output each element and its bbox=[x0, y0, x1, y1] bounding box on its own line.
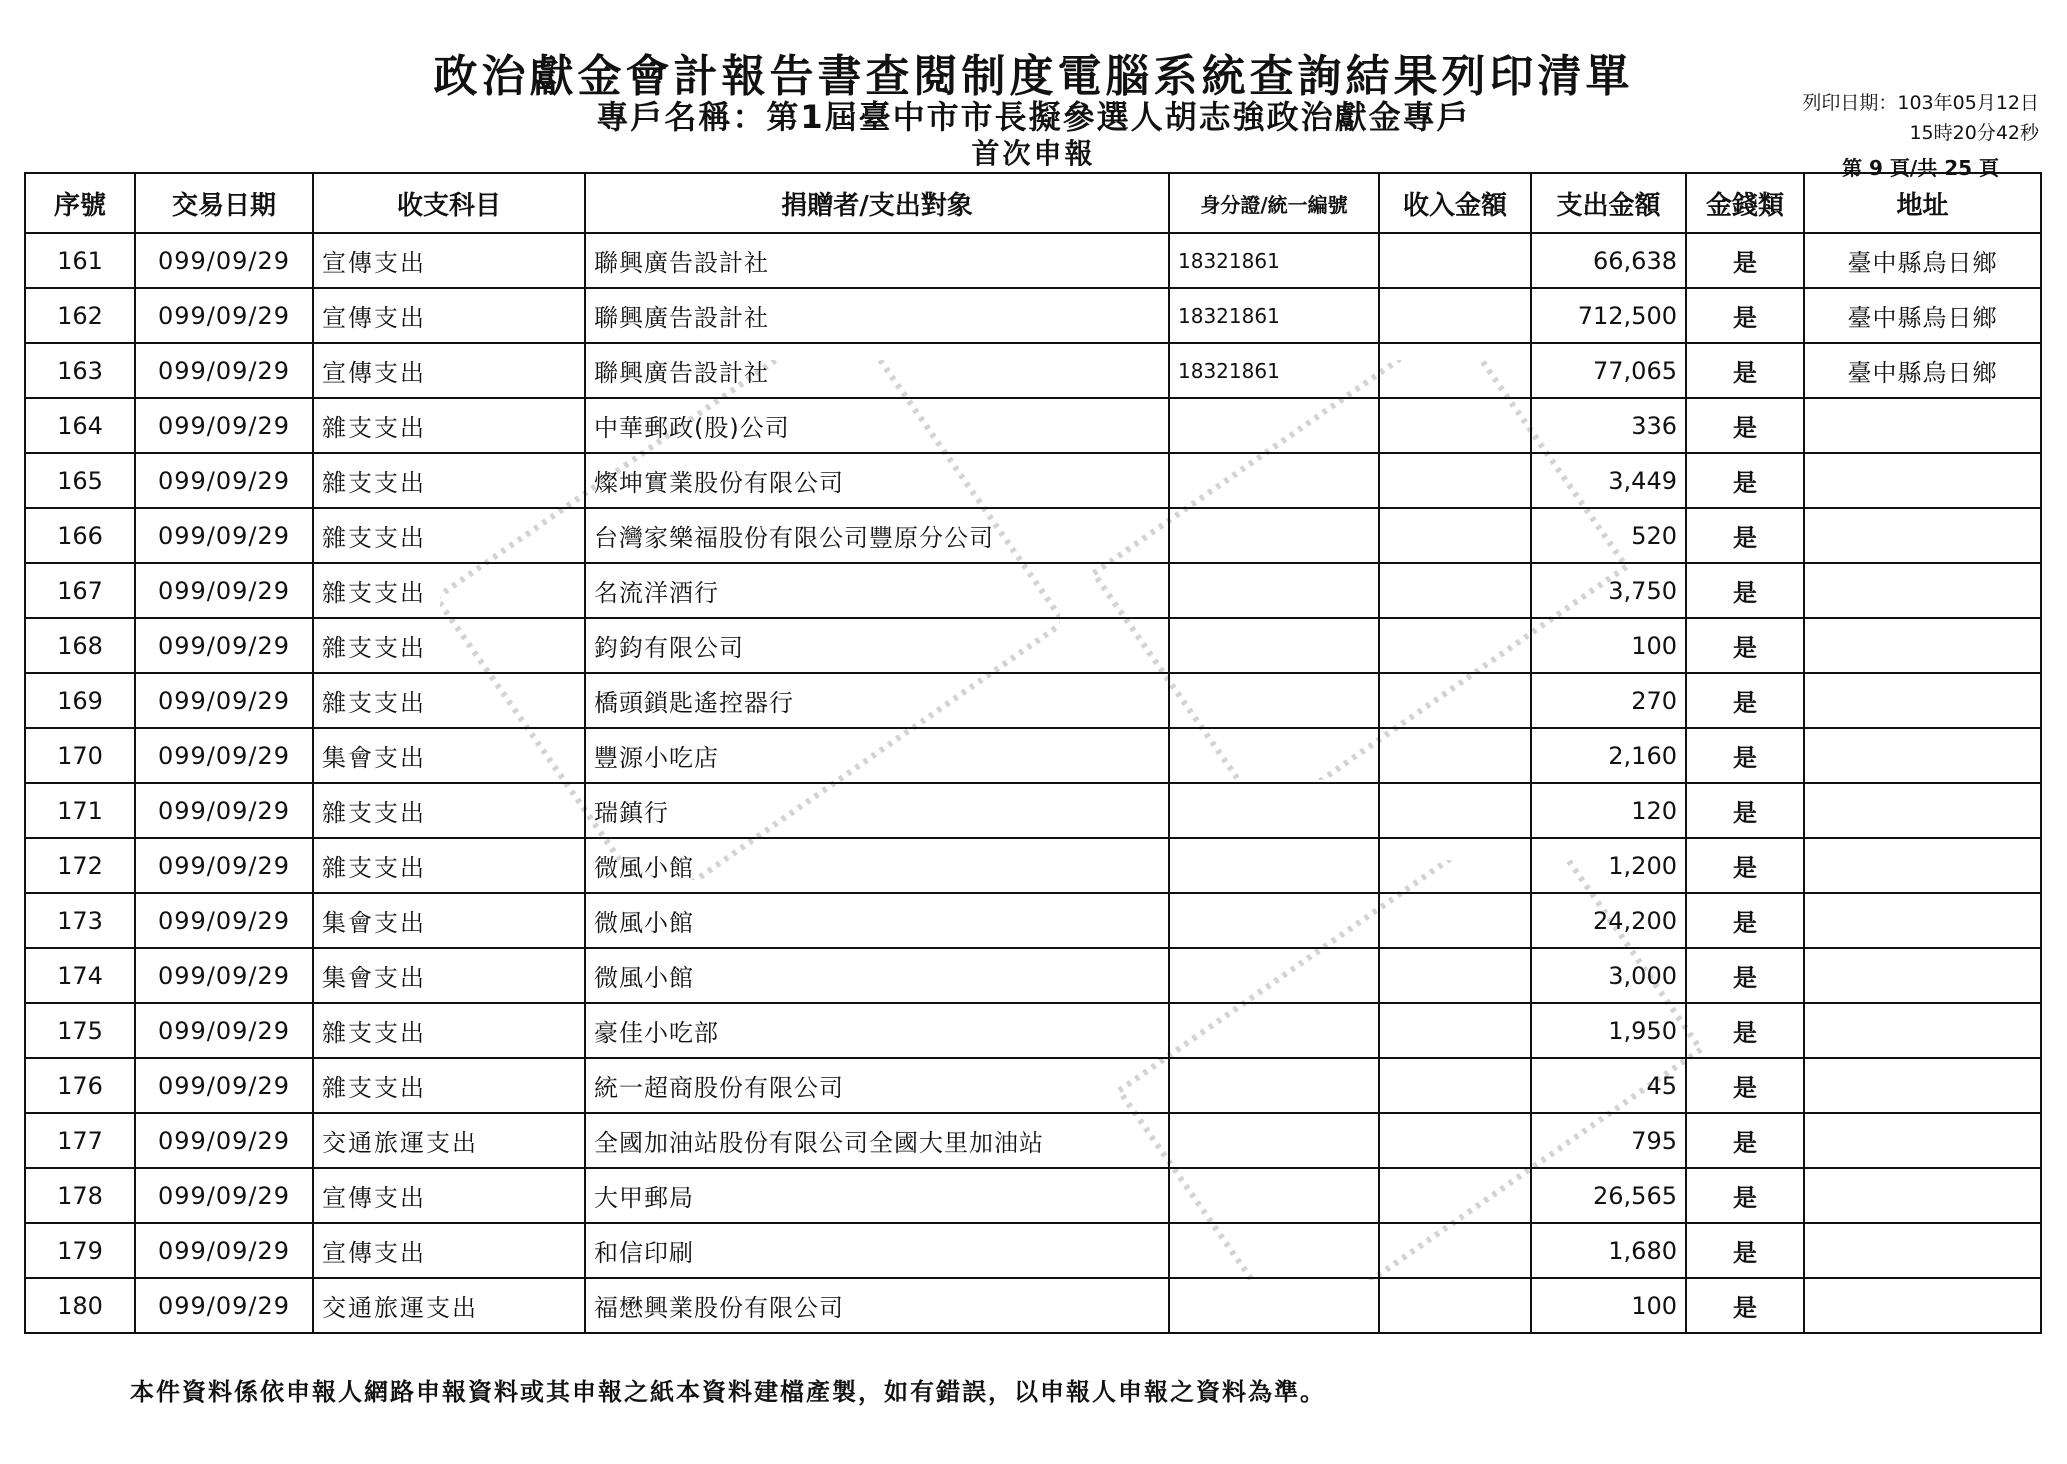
cell-income bbox=[1379, 1003, 1531, 1058]
cell-category: 雜支支出 bbox=[313, 783, 585, 838]
cell-monetary: 是 bbox=[1686, 453, 1804, 508]
cell-category: 宣傳支出 bbox=[313, 1168, 585, 1223]
cell-address: 臺中縣烏日鄉 bbox=[1804, 288, 2041, 343]
cell-date: 099/09/29 bbox=[135, 618, 313, 673]
cell-expense: 270 bbox=[1531, 673, 1686, 728]
cell-address bbox=[1804, 508, 2041, 563]
cell-address bbox=[1804, 673, 2041, 728]
table-row bbox=[25, 618, 2041, 673]
cell-category: 宣傳支出 bbox=[313, 343, 585, 398]
cell-monetary: 是 bbox=[1686, 838, 1804, 893]
cell-party: 微風小館 bbox=[585, 948, 1169, 1003]
cell-id bbox=[1169, 398, 1379, 453]
cell-date: 099/09/29 bbox=[135, 948, 313, 1003]
table-row bbox=[25, 398, 2041, 453]
cell-date: 099/09/29 bbox=[135, 673, 313, 728]
table-row bbox=[25, 1278, 2041, 1333]
cell-seq: 162 bbox=[25, 288, 135, 343]
cell-id: 18321861 bbox=[1169, 233, 1379, 288]
cell-seq: 175 bbox=[25, 1003, 135, 1058]
cell-address bbox=[1804, 783, 2041, 838]
cell-category: 雜支支出 bbox=[313, 1058, 585, 1113]
cell-address bbox=[1804, 1058, 2041, 1113]
footer-note: 本件資料係依申報人網路申報資料或其申報之紙本資料建檔產製，如有錯誤，以申報人申報之資料為準。 bbox=[130, 1378, 1326, 1406]
header-row bbox=[25, 173, 2041, 233]
cell-category: 雜支支出 bbox=[313, 673, 585, 728]
cell-date: 099/09/29 bbox=[135, 508, 313, 563]
table-row bbox=[25, 288, 2041, 343]
col-header-date: 交易日期 bbox=[135, 173, 313, 233]
cell-party: 中華郵政(股)公司 bbox=[585, 398, 1169, 453]
cell-id bbox=[1169, 948, 1379, 1003]
cell-address bbox=[1804, 1003, 2041, 1058]
table-row bbox=[25, 1003, 2041, 1058]
cell-party: 微風小館 bbox=[585, 838, 1169, 893]
cell-id bbox=[1169, 893, 1379, 948]
cell-address bbox=[1804, 398, 2041, 453]
cell-monetary: 是 bbox=[1686, 1278, 1804, 1333]
col-header-address: 地址 bbox=[1804, 173, 2041, 233]
cell-date: 099/09/29 bbox=[135, 1058, 313, 1113]
cell-income bbox=[1379, 563, 1531, 618]
cell-address bbox=[1804, 1113, 2041, 1168]
cell-category: 宣傳支出 bbox=[313, 288, 585, 343]
cell-expense: 520 bbox=[1531, 508, 1686, 563]
cell-category: 宣傳支出 bbox=[313, 1223, 585, 1278]
cell-monetary: 是 bbox=[1686, 1113, 1804, 1168]
cell-monetary: 是 bbox=[1686, 1003, 1804, 1058]
cell-id bbox=[1169, 618, 1379, 673]
cell-seq: 177 bbox=[25, 1113, 135, 1168]
cell-seq: 161 bbox=[25, 233, 135, 288]
cell-monetary: 是 bbox=[1686, 728, 1804, 783]
cell-category: 交通旅運支出 bbox=[313, 1113, 585, 1168]
cell-party: 全國加油站股份有限公司全國大里加油站 bbox=[585, 1113, 1169, 1168]
cell-address bbox=[1804, 1168, 2041, 1223]
cell-address bbox=[1804, 893, 2041, 948]
cell-seq: 179 bbox=[25, 1223, 135, 1278]
cell-expense: 795 bbox=[1531, 1113, 1686, 1168]
cell-expense: 100 bbox=[1531, 618, 1686, 673]
cell-category: 宣傳支出 bbox=[313, 233, 585, 288]
cell-monetary: 是 bbox=[1686, 233, 1804, 288]
cell-address bbox=[1804, 1223, 2041, 1278]
cell-category: 集會支出 bbox=[313, 728, 585, 783]
cell-id bbox=[1169, 453, 1379, 508]
cell-date: 099/09/29 bbox=[135, 893, 313, 948]
cell-income bbox=[1379, 618, 1531, 673]
cell-party: 聯興廣告設計社 bbox=[585, 288, 1169, 343]
cell-expense: 66,638 bbox=[1531, 233, 1686, 288]
table-row bbox=[25, 1058, 2041, 1113]
cell-party: 福懋興業股份有限公司 bbox=[585, 1278, 1169, 1333]
cell-seq: 170 bbox=[25, 728, 135, 783]
table-row bbox=[25, 563, 2041, 618]
cell-party: 瑞鎮行 bbox=[585, 783, 1169, 838]
cell-expense: 712,500 bbox=[1531, 288, 1686, 343]
table-row bbox=[25, 1168, 2041, 1223]
cell-seq: 180 bbox=[25, 1278, 135, 1333]
cell-expense: 100 bbox=[1531, 1278, 1686, 1333]
cell-seq: 178 bbox=[25, 1168, 135, 1223]
cell-seq: 167 bbox=[25, 563, 135, 618]
cell-id bbox=[1169, 1058, 1379, 1113]
cell-address bbox=[1804, 618, 2041, 673]
cell-expense: 1,200 bbox=[1531, 838, 1686, 893]
cell-address: 臺中縣烏日鄉 bbox=[1804, 343, 2041, 398]
cell-party: 鈞鈞有限公司 bbox=[585, 618, 1169, 673]
cell-id bbox=[1169, 1278, 1379, 1333]
cell-party: 聯興廣告設計社 bbox=[585, 343, 1169, 398]
cell-income bbox=[1379, 948, 1531, 1003]
col-header-party: 捐贈者/支出對象 bbox=[585, 173, 1169, 233]
report-type: 首次申報 bbox=[971, 137, 1096, 170]
cell-id bbox=[1169, 563, 1379, 618]
table-row bbox=[25, 893, 2041, 948]
cell-seq: 171 bbox=[25, 783, 135, 838]
cell-party: 燦坤實業股份有限公司 bbox=[585, 453, 1169, 508]
cell-monetary: 是 bbox=[1686, 893, 1804, 948]
ledger-table bbox=[24, 172, 2042, 1334]
cell-monetary: 是 bbox=[1686, 1168, 1804, 1223]
table-row bbox=[25, 783, 2041, 838]
cell-id: 18321861 bbox=[1169, 288, 1379, 343]
cell-income bbox=[1379, 1223, 1531, 1278]
cell-id bbox=[1169, 508, 1379, 563]
cell-monetary: 是 bbox=[1686, 1223, 1804, 1278]
cell-income bbox=[1379, 673, 1531, 728]
cell-party: 橋頭鎖匙遙控器行 bbox=[585, 673, 1169, 728]
cell-category: 雜支支出 bbox=[313, 1003, 585, 1058]
col-header-seq: 序號 bbox=[25, 173, 135, 233]
cell-date: 099/09/29 bbox=[135, 233, 313, 288]
cell-id bbox=[1169, 783, 1379, 838]
cell-party: 台灣家樂福股份有限公司豐原分公司 bbox=[585, 508, 1169, 563]
cell-monetary: 是 bbox=[1686, 508, 1804, 563]
cell-income bbox=[1379, 1058, 1531, 1113]
cell-category: 雜支支出 bbox=[313, 838, 585, 893]
cell-party: 名流洋酒行 bbox=[585, 563, 1169, 618]
cell-monetary: 是 bbox=[1686, 1058, 1804, 1113]
cell-id bbox=[1169, 1003, 1379, 1058]
cell-expense: 3,449 bbox=[1531, 453, 1686, 508]
print-date: 列印日期：103年05月12日 bbox=[1802, 92, 2039, 114]
print-time: 15時20分42秒 bbox=[1909, 122, 2039, 144]
cell-category: 雜支支出 bbox=[313, 618, 585, 673]
cell-date: 099/09/29 bbox=[135, 1278, 313, 1333]
table-row bbox=[25, 233, 2041, 288]
table-row bbox=[25, 508, 2041, 563]
cell-seq: 166 bbox=[25, 508, 135, 563]
cell-category: 雜支支出 bbox=[313, 563, 585, 618]
cell-id bbox=[1169, 1223, 1379, 1278]
cell-expense: 1,680 bbox=[1531, 1223, 1686, 1278]
cell-id bbox=[1169, 838, 1379, 893]
cell-expense: 3,750 bbox=[1531, 563, 1686, 618]
cell-category: 雜支支出 bbox=[313, 453, 585, 508]
cell-seq: 169 bbox=[25, 673, 135, 728]
cell-address bbox=[1804, 563, 2041, 618]
cell-income bbox=[1379, 343, 1531, 398]
cell-date: 099/09/29 bbox=[135, 1113, 313, 1168]
table-row bbox=[25, 1113, 2041, 1168]
cell-income bbox=[1379, 1278, 1531, 1333]
cell-date: 099/09/29 bbox=[135, 563, 313, 618]
cell-income bbox=[1379, 838, 1531, 893]
cell-address bbox=[1804, 453, 2041, 508]
cell-id: 18321861 bbox=[1169, 343, 1379, 398]
cell-expense: 45 bbox=[1531, 1058, 1686, 1113]
cell-monetary: 是 bbox=[1686, 673, 1804, 728]
cell-date: 099/09/29 bbox=[135, 398, 313, 453]
cell-monetary: 是 bbox=[1686, 618, 1804, 673]
cell-monetary: 是 bbox=[1686, 343, 1804, 398]
cell-seq: 164 bbox=[25, 398, 135, 453]
print-info bbox=[1802, 88, 2039, 148]
cell-date: 099/09/29 bbox=[135, 288, 313, 343]
cell-party: 豐源小吃店 bbox=[585, 728, 1169, 783]
cell-expense: 26,565 bbox=[1531, 1168, 1686, 1223]
table-row bbox=[25, 343, 2041, 398]
cell-party: 微風小館 bbox=[585, 893, 1169, 948]
cell-seq: 173 bbox=[25, 893, 135, 948]
cell-date: 099/09/29 bbox=[135, 728, 313, 783]
cell-expense: 24,200 bbox=[1531, 893, 1686, 948]
cell-party: 豪佳小吃部 bbox=[585, 1003, 1169, 1058]
cell-income bbox=[1379, 508, 1531, 563]
cell-seq: 168 bbox=[25, 618, 135, 673]
cell-id bbox=[1169, 673, 1379, 728]
account-name: 專戶名稱：第1屆臺中市市長擬參選人胡志強政治獻金專戶 bbox=[596, 98, 1471, 136]
cell-seq: 174 bbox=[25, 948, 135, 1003]
table-row bbox=[25, 673, 2041, 728]
cell-date: 099/09/29 bbox=[135, 838, 313, 893]
cell-date: 099/09/29 bbox=[135, 1003, 313, 1058]
table-row bbox=[25, 948, 2041, 1003]
cell-seq: 172 bbox=[25, 838, 135, 893]
col-header-id: 身分證/統一編號 bbox=[1169, 173, 1379, 233]
col-header-category: 收支科目 bbox=[313, 173, 585, 233]
cell-seq: 165 bbox=[25, 453, 135, 508]
cell-income bbox=[1379, 233, 1531, 288]
col-header-expense: 支出金額 bbox=[1531, 173, 1686, 233]
cell-income bbox=[1379, 893, 1531, 948]
cell-expense: 2,160 bbox=[1531, 728, 1686, 783]
cell-income bbox=[1379, 783, 1531, 838]
table-row bbox=[25, 1223, 2041, 1278]
col-header-income: 收入金額 bbox=[1379, 173, 1531, 233]
cell-category: 集會支出 bbox=[313, 893, 585, 948]
page-info: 第 9 頁/共 25 頁 bbox=[1842, 156, 1999, 180]
cell-income bbox=[1379, 453, 1531, 508]
cell-id bbox=[1169, 728, 1379, 783]
cell-date: 099/09/29 bbox=[135, 453, 313, 508]
cell-category: 集會支出 bbox=[313, 948, 585, 1003]
cell-expense: 3,000 bbox=[1531, 948, 1686, 1003]
cell-id bbox=[1169, 1168, 1379, 1223]
cell-address: 臺中縣烏日鄉 bbox=[1804, 233, 2041, 288]
cell-party: 大甲郵局 bbox=[585, 1168, 1169, 1223]
cell-monetary: 是 bbox=[1686, 563, 1804, 618]
cell-income bbox=[1379, 1168, 1531, 1223]
cell-monetary: 是 bbox=[1686, 948, 1804, 1003]
cell-income bbox=[1379, 728, 1531, 783]
cell-expense: 1,950 bbox=[1531, 1003, 1686, 1058]
cell-id bbox=[1169, 1113, 1379, 1168]
cell-seq: 176 bbox=[25, 1058, 135, 1113]
cell-address bbox=[1804, 1278, 2041, 1333]
table-row bbox=[25, 453, 2041, 508]
cell-income bbox=[1379, 398, 1531, 453]
cell-monetary: 是 bbox=[1686, 288, 1804, 343]
cell-expense: 336 bbox=[1531, 398, 1686, 453]
cell-address bbox=[1804, 838, 2041, 893]
cell-expense: 120 bbox=[1531, 783, 1686, 838]
cell-date: 099/09/29 bbox=[135, 343, 313, 398]
cell-party: 聯興廣告設計社 bbox=[585, 233, 1169, 288]
cell-monetary: 是 bbox=[1686, 398, 1804, 453]
cell-address bbox=[1804, 948, 2041, 1003]
cell-seq: 163 bbox=[25, 343, 135, 398]
table-row bbox=[25, 838, 2041, 893]
cell-date: 099/09/29 bbox=[135, 783, 313, 838]
col-header-monetary: 金錢類 bbox=[1686, 173, 1804, 233]
cell-category: 交通旅運支出 bbox=[313, 1278, 585, 1333]
cell-income bbox=[1379, 1113, 1531, 1168]
cell-date: 099/09/29 bbox=[135, 1223, 313, 1278]
table-row bbox=[25, 728, 2041, 783]
cell-address bbox=[1804, 728, 2041, 783]
report-title: 政治獻金會計報告書查閱制度電腦系統查詢結果列印清單 bbox=[433, 51, 1634, 102]
cell-category: 雜支支出 bbox=[313, 398, 585, 453]
ledger-body bbox=[25, 233, 2041, 1333]
cell-date: 099/09/29 bbox=[135, 1168, 313, 1223]
cell-monetary: 是 bbox=[1686, 783, 1804, 838]
cell-party: 和信印刷 bbox=[585, 1223, 1169, 1278]
cell-category: 雜支支出 bbox=[313, 508, 585, 563]
cell-expense: 77,065 bbox=[1531, 343, 1686, 398]
cell-income bbox=[1379, 288, 1531, 343]
cell-party: 統一超商股份有限公司 bbox=[585, 1058, 1169, 1113]
